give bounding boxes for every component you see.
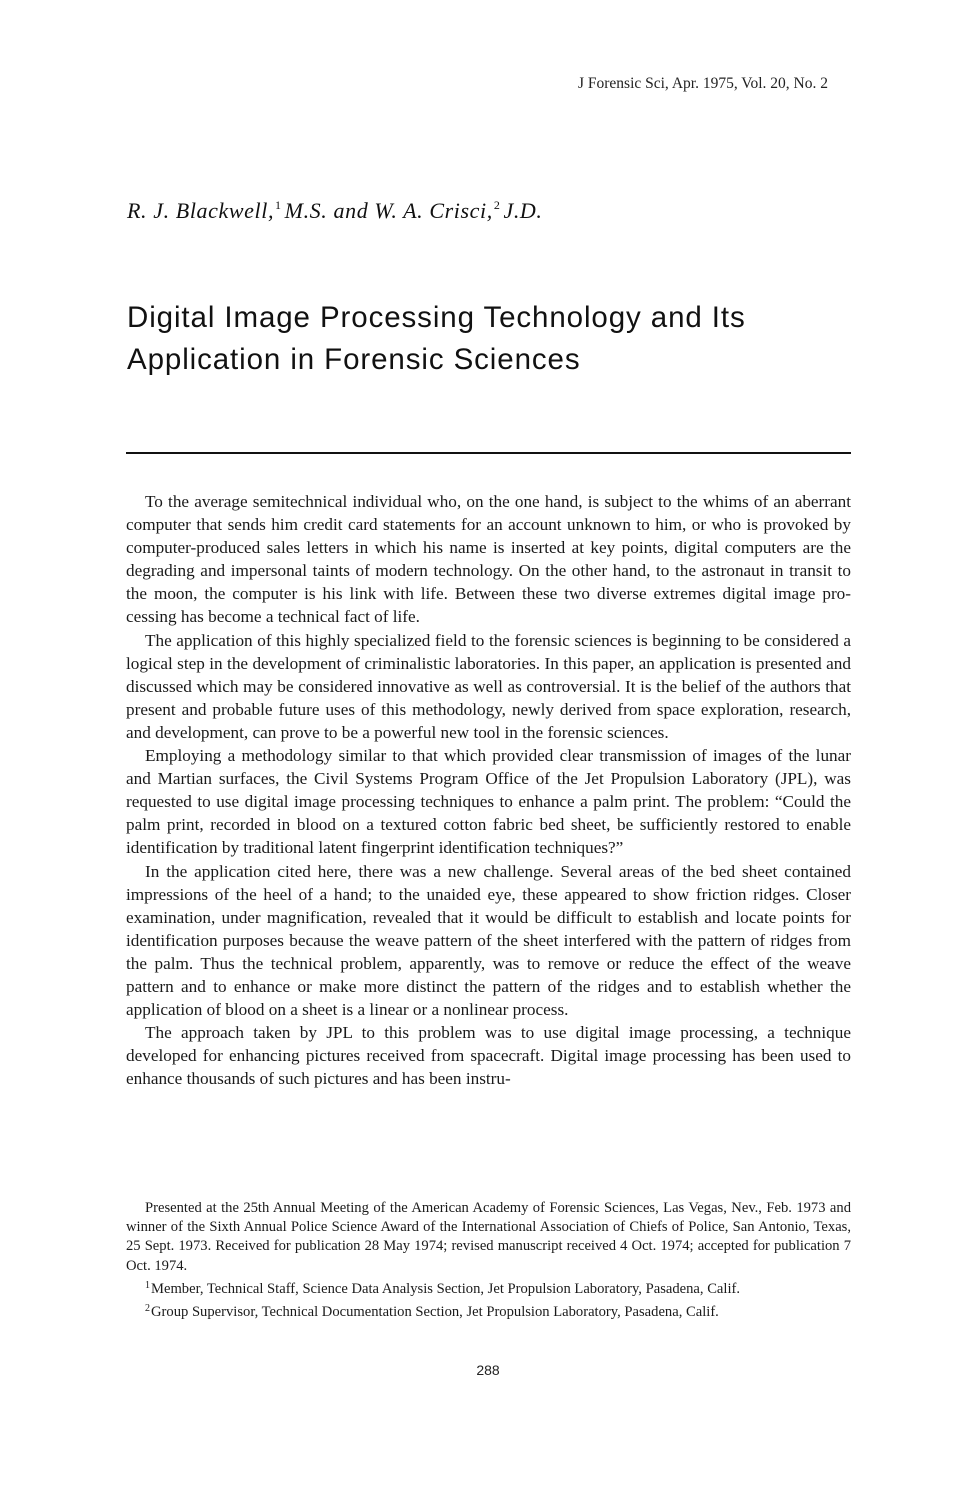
author-degree-2: J.D. <box>503 198 543 223</box>
footnotes <box>126 1199 851 1322</box>
author-connector: and <box>333 198 369 223</box>
footnote-text: Group Supervisor, Technical Documentation Section, Jet Propulsion Laboratory, Pasadena, Calif. <box>151 1304 719 1321</box>
body-text <box>126 490 851 1090</box>
footnote-mark-1: 1 <box>275 198 282 212</box>
body-paragraph-1: To the average semitechnical individual who, on the one hand, is subject to the whims of an aberrant computer that sends him credit card statements for an account unknown to him, or who is provoked by computer-produced sales letters in which his name is inserted at key points, digital computers are the degrading and impersonal taints of modern technology. On the other hand, to the astronaut in transit to the moon, the computer is his link with life. Between these two diverse extremes digital image processing has become a technical fact of life. <box>126 492 851 627</box>
footnote-text: Presented at the 25th Annual Meeting of the American Academy of Forensic Sciences, Las Vegas, Nev., Feb. 1973 and winner of the Sixth Annual Police Science Award of the International Association of Chiefs of Police, San Antonio, Texas, 25 Sept. 1973. Received for publication 28 May 1974; revised manuscript received 4 Oct. 1974; accepted for publication 7 Oct. 1974. <box>126 1200 851 1274</box>
author-line <box>127 198 543 224</box>
footnote-mark: 2 <box>145 1303 150 1315</box>
footnote-text: Member, Technical Staff, Science Data Analysis Section, Jet Propulsion Laboratory, Pasadena, Calif. <box>151 1280 741 1297</box>
title-line-2: Application in Forensic Sciences <box>127 343 581 376</box>
body-paragraph-3: Employing a methodology similar to that which provided clear transmission of images of the lunar and Martian surfaces, the Civil Systems Program Office of the Jet Propulsion Laboratory (JPL), was requested to use digital image processing techniques to enhance a palm print. The problem: “Could the palm print, recorded in blood on a textured cotton fabric bed sheet, be sufficiently restored to enable identification by traditional latent fingerprint identification techniques?” <box>126 746 851 858</box>
footnote-mark-2: 2 <box>493 198 501 212</box>
body-paragraph-2: The application of this highly specialized field to the forensic sciences is beginning to be considered a logical step in the development of criminalistic laboratories. In this paper, an application is presented and discussed which may be considered innovative as well as controversial. It is the belief of the authors that present and probable future uses of this methodology, newly derived from space exploration, research, and development, can prove to be a powerful new tool in the forensic sciences. <box>126 630 851 742</box>
author-degree-1: M.S. <box>284 198 328 223</box>
footnote-2 <box>126 1299 851 1322</box>
paper-title <box>127 297 867 381</box>
author-name-1: R. J. Blackwell, <box>127 198 275 223</box>
footnote-presentation <box>126 1199 851 1276</box>
title-divider <box>126 452 851 454</box>
author-name-2: W. A. Crisci, <box>374 198 493 223</box>
journal-reference: J Forensic Sci, Apr. 1975, Vol. 20, No. 2 <box>577 75 828 92</box>
footnote-1 <box>126 1276 851 1299</box>
title-line-1: Digital Image Processing Technology and Its <box>127 301 746 334</box>
body-paragraph-5: The approach taken by JPL to this problem was to use digital image processing, a technique developed for enhancing pictures received from spacecraft. Digital image processing has been used to enhance thousands of such pictures and has been instru- <box>126 1023 851 1089</box>
footnote-mark: 1 <box>145 1279 150 1291</box>
page-number: 288 <box>476 1362 500 1378</box>
body-paragraph-4: In the application cited here, there was a new challenge. Several areas of the bed sheet contained impressions of the heel of a hand; to the unaided eye, these appeared to show friction ridges. Closer examination, under magnification, revealed that it would be difficult to establish and locate points for identification purposes because the weave pattern of the sheet interfered with the pattern of ridges from the palm. Thus the technical problem, apparently, was to remove or reduce the effect of the weave pattern and to enhance or make more distinct the pattern of the ridges and to establish whether the application of blood on a sheet is a linear or a nonlinear process. <box>126 861 851 1020</box>
